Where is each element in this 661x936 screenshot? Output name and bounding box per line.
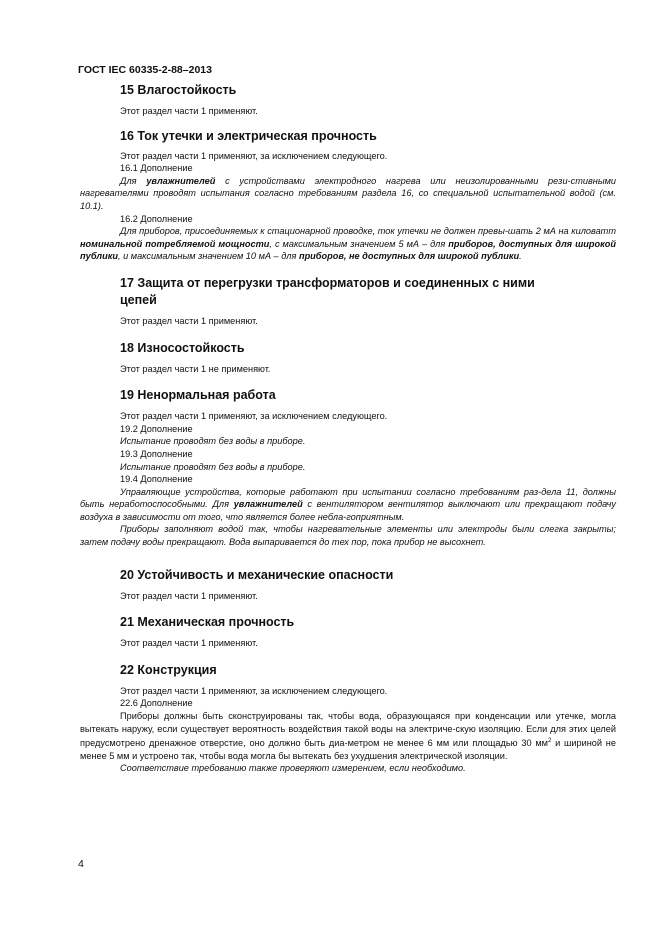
text-run: , и максимальным значением 10 мА – для — [118, 251, 299, 262]
text-run: Для — [120, 175, 147, 186]
section-19 — [80, 387, 616, 549]
text-run: и шириной не менее 5 мм и устроено так, чтобы вода могла бы вытекать без ухудшения электрической изоляции. — [80, 738, 616, 761]
clause-19-3-head: 19.3 Дополнение — [120, 448, 193, 459]
term-run: приборов, не доступных для широкой публики — [298, 251, 520, 262]
section-18-title: 18 Износостойкость — [120, 340, 245, 355]
section-18 — [80, 340, 616, 376]
section-15-title: 15 Влагостойкость — [120, 83, 237, 97]
section-16 — [80, 128, 616, 263]
section-17-text: Этот раздел части 1 применяют. — [120, 315, 258, 326]
section-22 — [80, 662, 616, 775]
section-20 — [80, 567, 616, 603]
term-run: номинальной потребляемой мощности — [80, 238, 270, 249]
section-15-text: Этот раздел части 1 применяют. — [120, 106, 258, 116]
section-19-title: 19 Ненормальная работа — [120, 388, 276, 403]
section-18-text: Этот раздел части 1 не применяют. — [120, 363, 271, 374]
text-run: с вентилятором вентилятор выключают или прекращают подачу воздуха в зависимости от того, что является более небла-гоприятным. — [80, 499, 616, 522]
term-run: увлажнителей — [233, 499, 303, 510]
term-run: приборов, доступных для широкой публики — [80, 238, 616, 262]
clause-16-2-head: 16.2 Дополнение — [120, 213, 193, 224]
clause-16-2-text — [80, 225, 616, 263]
clause-19-3-text: Испытание проводят без воды в приборе. — [120, 461, 306, 472]
section-21-text: Этот раздел части 1 применяют. — [120, 638, 258, 649]
clause-19-2-text: Испытание проводят без воды в приборе. — [120, 436, 306, 447]
clause-22-6-head: 22.6 Дополнение — [120, 698, 193, 709]
title-line: цепей — [120, 292, 157, 307]
clause-16-1-text — [80, 175, 616, 213]
section-22-intro: Этот раздел части 1 применяют, за исключением следующего. — [120, 685, 388, 696]
section-21 — [80, 614, 616, 650]
text-run: Управляющие устройства, которые работают при испытании согласно требованиям раз-дела 11, должны быть неработоспособными. Для — [80, 486, 616, 510]
section-17 — [80, 275, 616, 328]
section-22-title: 22 Конструкция — [120, 662, 217, 677]
section-16-title: 16 Ток утечки и электрическая прочность — [120, 128, 377, 143]
document-body — [80, 82, 616, 775]
text-run: , с максимальным значением 5 мА – для — [269, 238, 449, 249]
section-17-title — [120, 275, 616, 309]
document-header: ГОСТ IEC 60335-2-88–2013 — [78, 64, 212, 76]
clause-19-4-head: 19.4 Дополнение — [120, 474, 193, 485]
section-19-intro: Этот раздел части 1 применяют, за исключением следующего. — [120, 411, 388, 422]
clause-19-4-text — [80, 486, 616, 524]
section-20-title: 20 Устойчивость и механические опасности — [120, 567, 394, 582]
section-15 — [80, 82, 616, 118]
page-number: 4 — [78, 858, 84, 870]
clause-16-1-head: 16.1 Дополнение — [120, 163, 193, 174]
title-line: 17 Защита от перегрузки трансформаторов и соединенных с ними — [120, 275, 535, 290]
section-20-text: Этот раздел части 1 применяют. — [120, 590, 258, 601]
clause-19-2-head: 19.2 Дополнение — [120, 423, 193, 434]
text-run: Для приборов, присоединяемых к стационарной проводке, ток утечки не должен превы-шать 2 мА на киловатт — [120, 226, 616, 237]
clause-22-6-text — [80, 710, 616, 762]
section-21-title: 21 Механическая прочность — [120, 615, 295, 630]
clause-22-6-para-2: Соответствие требованию также проверяют измерением, если необходимо. — [120, 763, 466, 774]
section-16-intro: Этот раздел части 1 применяют, за исключением следующего. — [120, 150, 388, 161]
superscript: 2 — [547, 738, 552, 745]
term-run: увлажнителей — [146, 175, 216, 186]
text-run: Приборы должны быть сконструированы так, чтобы вода, образующаяся при конденсации или утечке, могла вытекать наружу, если существует вероятность воздействия такой воды на электриче-скую изоляцию. Если для этих целей предусмотрено дренажное отверстие, оно должно быть диа-метром не менее 6 мм или площадью 30 мм — [80, 711, 616, 749]
text-run: . — [519, 251, 522, 262]
text-run: с устройствами электродного нагрева или неизолированными рези-стивными нагревателями проводят испытания согласно требованиям раздела 16, со специальной испытательной водой (см. 10.1). — [80, 175, 616, 211]
clause-19-4-para-2: Приборы заполняют водой так, чтобы нагревательные элементы или электроды были слегка закрыты; затем подачу воды прекращают. Вода выпаривается до тех пор, пока прибор не высохнет. — [80, 524, 616, 548]
